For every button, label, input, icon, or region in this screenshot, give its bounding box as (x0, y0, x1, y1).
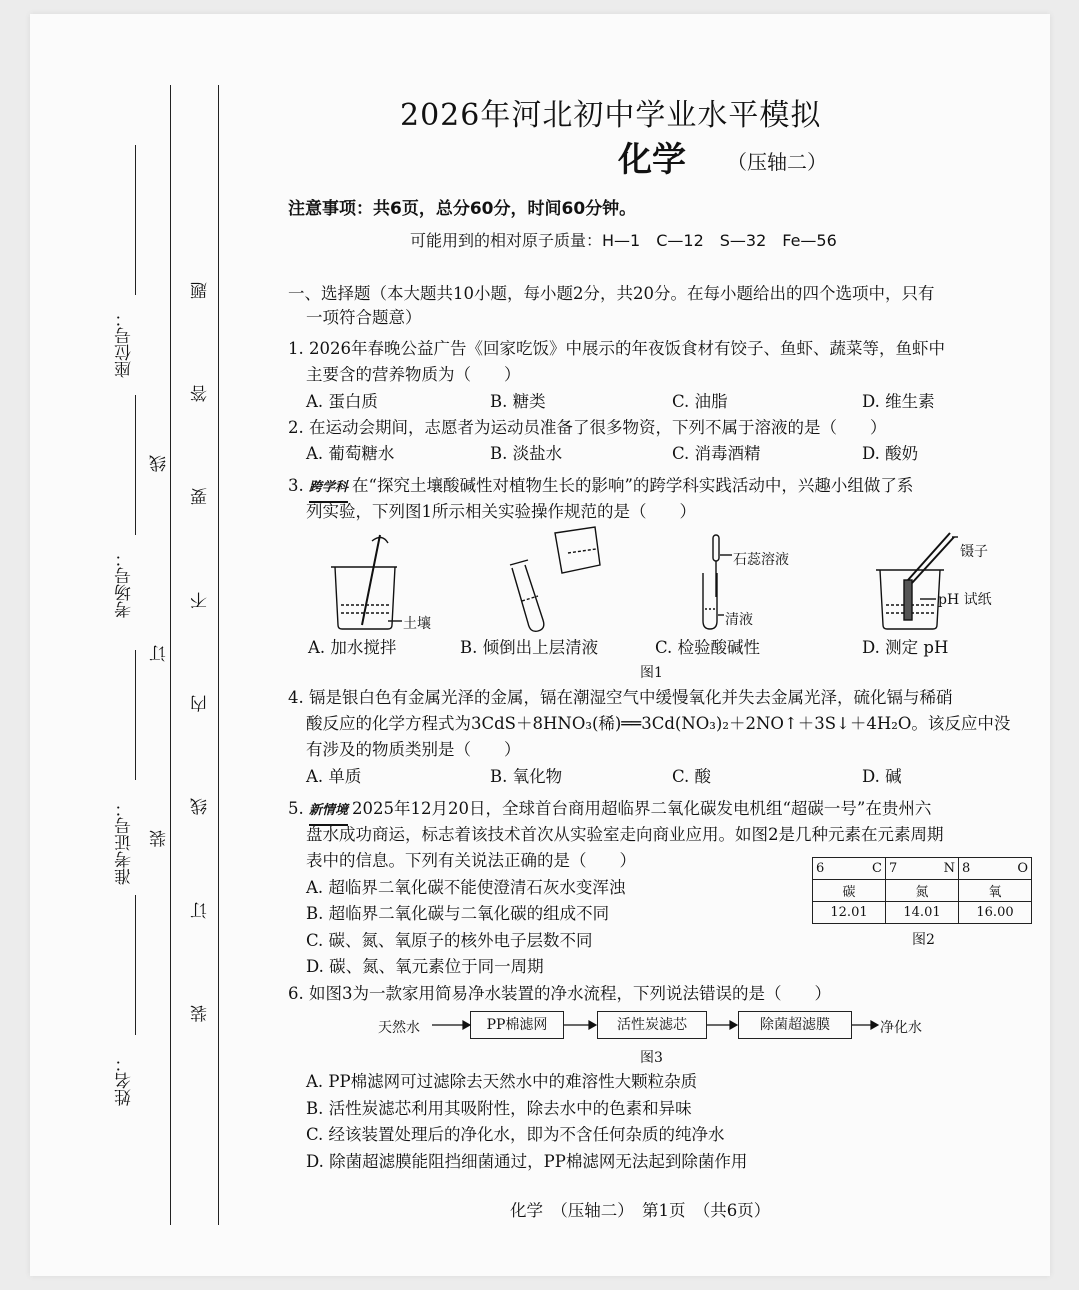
atomic-mass-note: 可能用到的相对原子质量：H—1 C—12 S—32 Fe—56 (410, 231, 837, 250)
label-soil: 土壤 (403, 616, 431, 632)
interdisciplinary-badge: 跨学科 (309, 475, 348, 503)
exam-id-blank-line (135, 650, 136, 780)
figure-2-caption: 图2 (912, 932, 935, 948)
name-blank-line (135, 895, 136, 1035)
q3-option-b: B. 倾倒出上层清液 (460, 638, 599, 657)
beaker-stirring-illustration (331, 535, 402, 629)
q4-equation-line: 酸反应的化学方程式为3CdS＋8HNO₃(稀)══3Cd(NO₃)₂＋2NO↑＋3S↓＋4H₂O。该反应中没 (306, 714, 1011, 733)
binding-mark-bind: 装 (150, 830, 170, 847)
label-litmus: 石蕊溶液 (733, 552, 789, 568)
q6-option-d: D. 除菌超滤膜能阻挡细菌通过，PP棉滤网无法起到除菌作用 (306, 1152, 748, 1171)
flow-source: 天然水 (378, 1020, 420, 1036)
q4-stem-end: 有涉及的物质类别是（ ） (306, 740, 521, 759)
flow-step-carbon: 活性炭滤芯 (597, 1011, 707, 1039)
q3-option-a: A. 加水搅拌 (308, 638, 397, 657)
margin-char: 线 (191, 798, 211, 815)
flow-step-membrane: 除菌超滤膜 (738, 1011, 852, 1039)
element-symbol: C (872, 861, 882, 876)
subject-note: （压轴二） (727, 150, 827, 174)
q5-stem-cont: 盘水成功商运，标志着该技术首次从实验室走向商业应用。如图2是几种元素在元素周期 (306, 825, 944, 844)
q2-stem: 2. 在运动会期间，志愿者为运动员准备了很多物资，下列不属于溶液的是（ ） (288, 418, 887, 437)
figure-3-caption: 图3 (640, 1050, 663, 1066)
q3-stem-text: 在“探究土壤酸碱性对植物生长的影响”的跨学科实践活动中，兴趣小组做了系 (352, 476, 914, 495)
room-blank-line (135, 395, 136, 535)
element-symbol: O (1017, 861, 1028, 876)
section-heading: 一、选择题（本大题共10小题，每小题2分，共20分。在每小题给出的四个选项中，只有 (288, 284, 935, 303)
q5-option-d: D. 碳、氮、氧元素位于同一周期 (306, 957, 544, 976)
label-clear-liquid: 清液 (725, 612, 753, 628)
margin-char: 答 (191, 385, 211, 402)
q1-option-a: A. 蛋白质 (306, 392, 378, 411)
margin-char: 订 (191, 902, 211, 919)
q6-option-c: C. 经该装置处理后的净化水，即为不含任何杂质的纯净水 (306, 1125, 725, 1144)
q4-option-d: D. 碱 (862, 767, 902, 786)
q1-option-b: B. 糖类 (490, 392, 546, 411)
periodic-table-cells (812, 857, 1032, 924)
q3-stem-cont: 列实验，下列图1所示相关实验操作规范的是（ ） (306, 502, 696, 521)
page-footer: 化学 （压轴二） 第1页 （共6页） (510, 1201, 771, 1220)
new-context-badge: 新情境 (309, 798, 348, 826)
margin-char: 题 (191, 282, 211, 299)
exam-id-label: 准考证号： (115, 800, 135, 885)
q5-stem: 5. 新情境 2025年12月20日，全球首台商用超临界二氧化碳发电机组“超碳一号”在贵州六 (288, 796, 931, 826)
q3-option-d: D. 测定 pH (862, 638, 949, 657)
seat-label: 座位号： (115, 310, 135, 378)
q5-stem-text: 2025年12月20日，全球首台商用超临界二氧化碳发电机组“超碳一号”在贵州六 (352, 799, 932, 818)
binding-mark-staple: 订 (150, 645, 170, 662)
element-cell-o (959, 858, 1032, 880)
atomic-mass: 12.01 (813, 902, 886, 924)
figure-1-caption: 图1 (640, 665, 663, 681)
atomic-number: 6 (816, 861, 825, 876)
q2-option-a: A. 葡萄糖水 (306, 444, 395, 463)
notice: 注意事项：共6页，总分60分，时间60分钟。 (288, 199, 637, 219)
element-name: 氧 (959, 880, 1032, 902)
element-symbol: N (943, 861, 955, 876)
q5-option-c: C. 碳、氮、氧原子的核外电子层数不同 (306, 931, 593, 950)
q2-option-c: C. 消毒酒精 (672, 444, 761, 463)
q3-stem: 3. 跨学科 在“探究土壤酸碱性对植物生长的影响”的跨学科实践活动中，兴趣小组做了系 (288, 473, 913, 503)
q4-option-a: A. 单质 (306, 767, 362, 786)
element-cell-n (886, 858, 959, 880)
exam-room-label: 考场号： (115, 550, 135, 618)
q6-option-b: B. 活性炭滤芯利用其吸附性，除去水中的色素和异味 (306, 1099, 692, 1118)
margin-char: 装 (191, 1005, 211, 1022)
q6-stem: 6. 如图3为一款家用简易净水装置的净水流程，下列说法错误的是（ ） (288, 984, 831, 1003)
atomic-mass: 14.01 (886, 902, 959, 924)
q1-option-c: C. 油脂 (672, 392, 728, 411)
pouring-illustration (510, 527, 600, 631)
binding-rule-right (218, 85, 219, 1225)
q1-option-d: D. 维生素 (862, 392, 935, 411)
margin-char: 不 (191, 592, 211, 609)
flow-arrows (420, 1014, 890, 1036)
margin-char: 要 (191, 488, 211, 505)
ph-test-illustration (876, 533, 958, 629)
element-name: 氮 (886, 880, 959, 902)
q1-stem: 1. 2026年春晚公益广告《回家吃饭》中展示的年夜饭食材有饺子、鱼虾、蔬菜等，鱼虾中 (288, 339, 945, 358)
atomic-mass: 16.00 (959, 902, 1032, 924)
q4-option-c: C. 酸 (672, 767, 712, 786)
q2-option-d: D. 酸奶 (862, 444, 919, 463)
label-tweezers: 镊子 (960, 544, 988, 560)
label-ph-paper: pH 试纸 (938, 592, 992, 608)
q3-option-c: C. 检验酸碱性 (655, 638, 761, 657)
flow-step-pp-filter: PP棉滤网 (470, 1011, 564, 1039)
binding-mark-line: 线 (150, 455, 170, 472)
element-name: 碳 (813, 880, 886, 902)
q5-stem-end: 表中的信息。下列有关说法正确的是（ ） (306, 851, 636, 870)
q4-option-b: B. 氧化物 (490, 767, 563, 786)
section-heading-cont: 一项符合题意） (306, 308, 422, 327)
q5-option-a: A. 超临界二氧化碳不能使澄清石灰水变浑浊 (306, 878, 626, 897)
exam-title: 2026年河北初中学业水平模拟 (400, 98, 822, 133)
q1-stem-cont: 主要含的营养物质为（ ） (306, 365, 521, 384)
q2-option-b: B. 淡盐水 (490, 444, 563, 463)
margin-char: 内 (191, 695, 211, 712)
q6-option-a: A. PP棉滤网可过滤除去天然水中的难溶性大颗粒杂质 (306, 1072, 698, 1091)
flow-output: 净化水 (880, 1020, 922, 1036)
binding-rule-left (170, 85, 171, 1225)
element-cell-c (813, 858, 886, 880)
subject-title: 化学 (618, 140, 686, 180)
seat-blank-line (135, 145, 136, 295)
name-label: 姓名： (115, 1055, 135, 1106)
q4-stem: 4. 镉是银白色有金属光泽的金属，镉在潮湿空气中缓慢氧化并失去金属光泽，硫化镉与稀硝 (288, 688, 953, 707)
atomic-number: 8 (962, 861, 971, 876)
q5-option-b: B. 超临界二氧化碳与二氧化碳的组成不同 (306, 904, 610, 923)
atomic-number: 7 (889, 861, 898, 876)
